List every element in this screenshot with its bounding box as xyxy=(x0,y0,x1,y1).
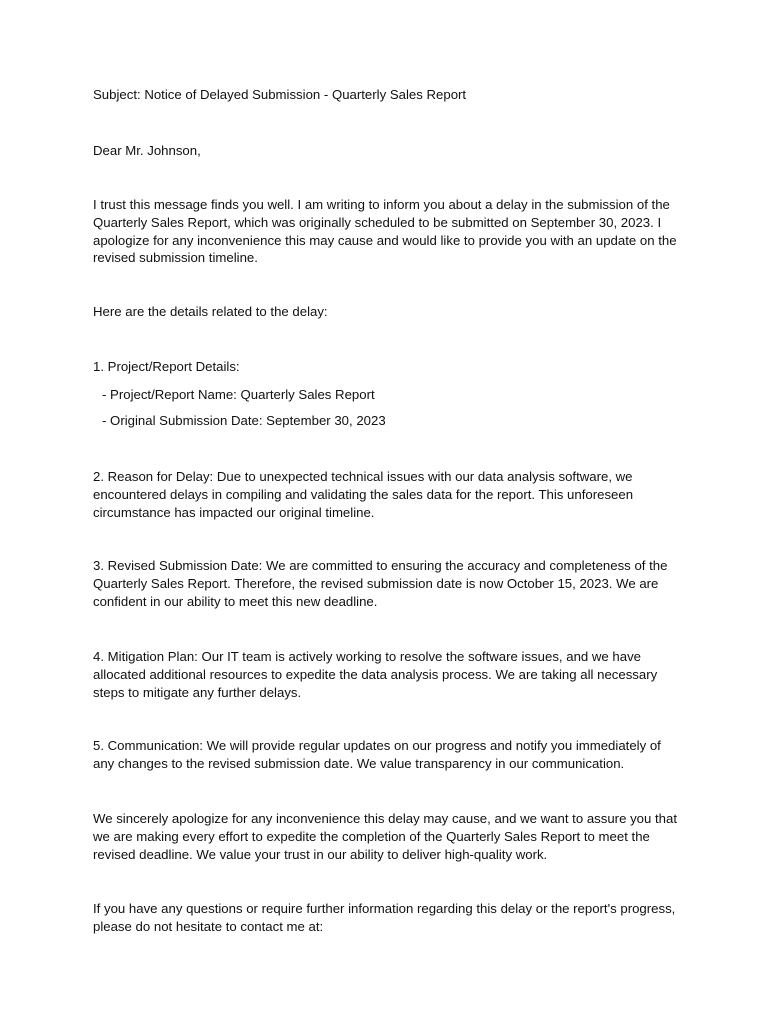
apology-paragraph: We sincerely apologize for any inconvenience this delay may cause, and we want to assure you that we are making every effort to expedite the completion of the Quarterly Sales Report to meet the revised deadline. We value your trust in our ability to deliver high-quality work. xyxy=(93,811,677,862)
item-1-heading: 1. Project/Report Details: xyxy=(93,359,240,374)
item-4-mitigation: 4. Mitigation Plan: Our IT team is actively working to resolve the software issues, and we have allocated additional resources to expedite the data analysis process. We are taking all necessary steps to mitigate any further delays. xyxy=(93,649,658,700)
subject-line: Subject: Notice of Delayed Submission - Quarterly Sales Report xyxy=(93,87,467,102)
item-3-revised-date: 3. Revised Submission Date: We are committed to ensuring the accuracy and completeness of the Quarterly Sales Report. Therefore, the revised submission date is now October 15, 2023. We are confident in our ability to meet this new deadline. xyxy=(93,558,668,609)
item-1-original-date: - Original Submission Date: September 30, 2023 xyxy=(102,413,386,428)
item-5-communication: 5. Communication: We will provide regular updates on our progress and notify you immediately of any changes to the revised submission date. We value transparency in our communication. xyxy=(93,738,661,771)
item-2-reason: 2. Reason for Delay: Due to unexpected technical issues with our data analysis software, we encountered delays in compiling and validating the sales data for the report. This unforeseen circumstance has impacted our original timeline. xyxy=(93,469,634,520)
salutation: Dear Mr. Johnson, xyxy=(93,143,201,158)
item-1-report-name: - Project/Report Name: Quarterly Sales Report xyxy=(102,387,375,402)
intro-paragraph: I trust this message finds you well. I am writing to inform you about a delay in the submission of the Quarterly Sales Report, which was originally scheduled to be submitted on September 30, 2023. I apologize for any inconvenience this may cause and would like to provide you with an update on the revised submission timeline. xyxy=(93,197,677,266)
contact-paragraph: If you have any questions or require further information regarding this delay or the report's progress, please do not hesitate to contact me at: xyxy=(93,901,676,934)
details-lead: Here are the details related to the delay: xyxy=(93,304,328,319)
